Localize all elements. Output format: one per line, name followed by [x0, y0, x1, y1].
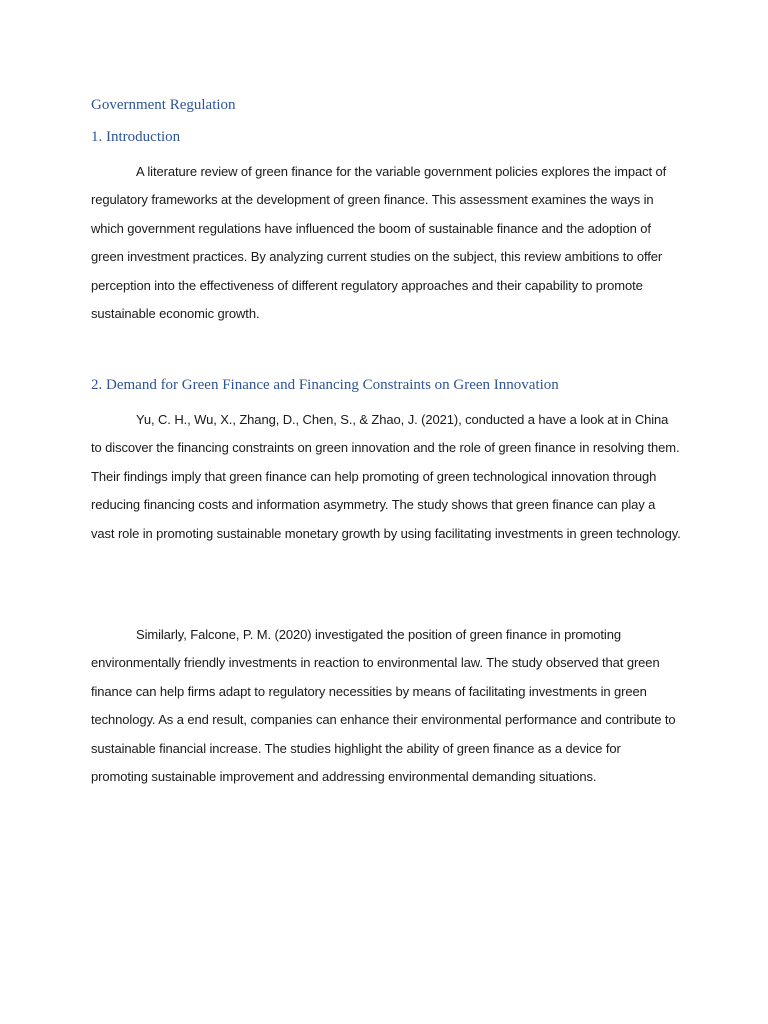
body-paragraph-yu-2021: Yu, C. H., Wu, X., Zhang, D., Chen, S., & Zhao, J. (2021), conducted a have a look at in China to discover the financing constraints on green innovation and the role of green finance in resolving them. Their findings imply that green finance can help promoting of green technological innovation through reducing financing costs and information asymmetry. The study shows that green finance can play a vast role in promoting sustainable monetary growth by using facilitating investments in green technology. — [91, 412, 681, 541]
section-heading-demand-green-finance: 2. Demand for Green Finance and Financing Constraints on Green Innovation — [91, 377, 559, 393]
introduction-paragraph: A literature review of green finance for the variable government policies explores the impact of regulatory frameworks at the development of green finance. This assessment examines the ways in which government regulations have influenced the boom of sustainable finance and the adoption of green investment practices. By analyzing current studies on the subject, this review ambitions to offer perception into the effectiveness of different regulatory approaches and their capability to promote sustainable economic growth. — [91, 164, 667, 322]
body-paragraph-falcone-2020: Similarly, Falcone, P. M. (2020) investigated the position of green finance in promoting environmentally friendly investments in reaction to environmental law. The study observed that green finance can help firms adapt to regulatory necessities by means of facilitating investments in green technology. As a end result, companies can enhance their environmental performance and contribute to sustainable financial increase. The studies highlight the ability of green finance as a device for promoting sustainable improvement and addressing environmental demanding situations. — [91, 627, 676, 785]
document-title: Government Regulation — [91, 97, 236, 113]
section-heading-introduction: 1. Introduction — [91, 129, 181, 145]
